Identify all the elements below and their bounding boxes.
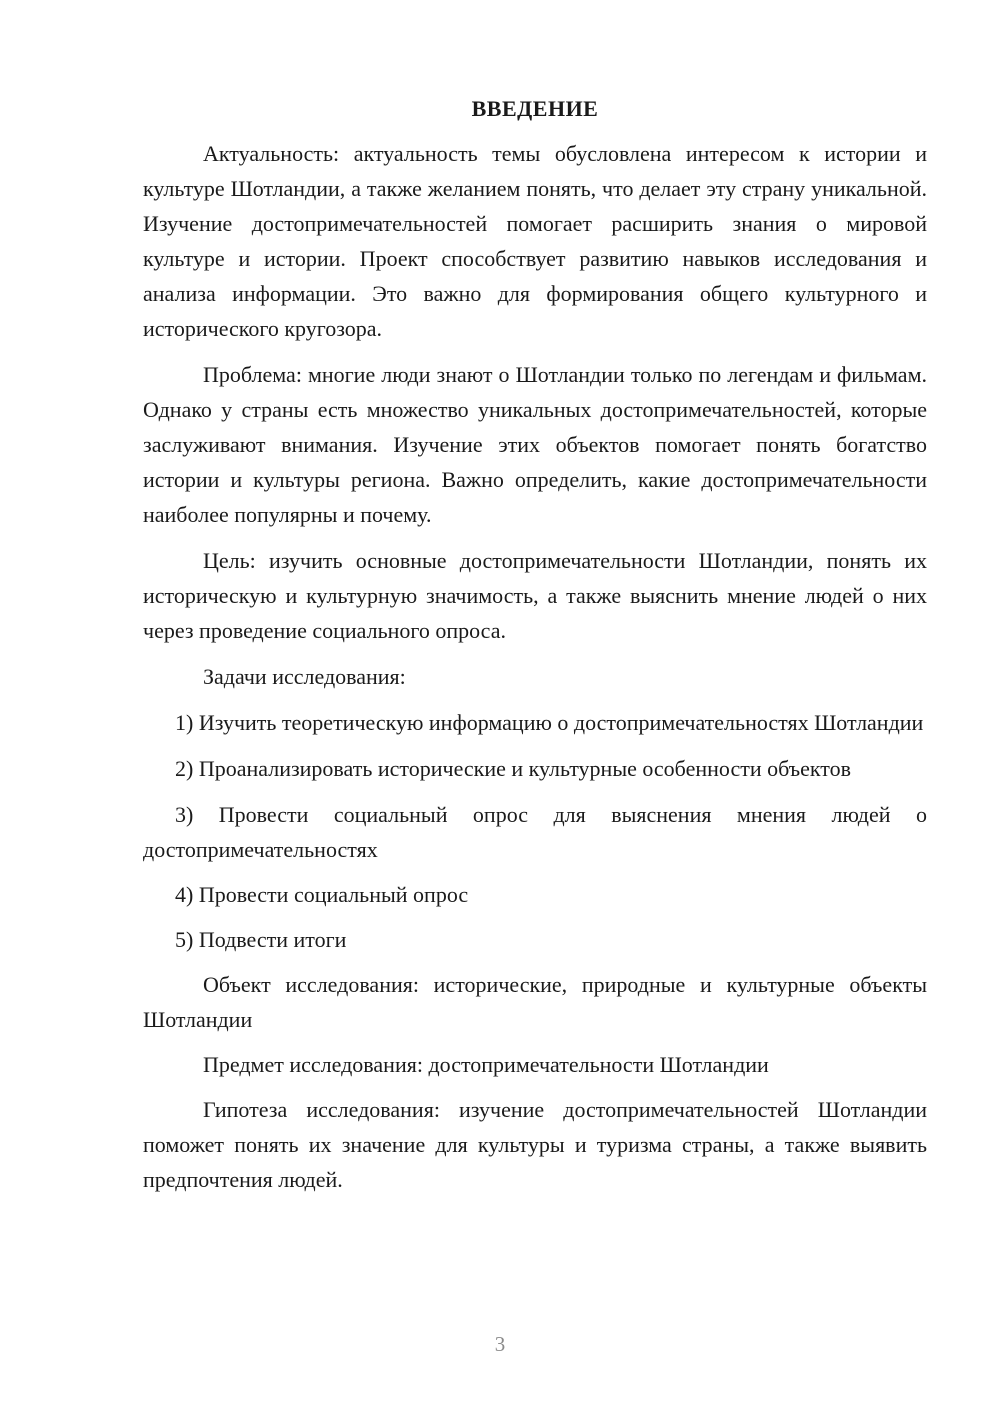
list-item: 3) Провести социальный опрос для выяснения мнения людей о достопримечательностях: [143, 802, 927, 862]
paragraph-problem: Проблема: многие люди знают о Шотландии только по легендам и фильмам. Однако у страны есть множество уникальных достопримечательностей, которые заслуживают внимания. Изучение этих объектов помогает понять богатство истории и культуры региона. Важно определить, какие достопримечательности наиболее популярны и почему.: [143, 362, 927, 527]
page-title: ВВЕДЕНИЕ: [471, 96, 599, 121]
list-item: 2) Проанализировать исторические и культурные особенности объектов: [175, 756, 851, 781]
tasks-title: Задачи исследования:: [203, 664, 406, 689]
list-item: 5) Подвести итоги: [175, 927, 347, 952]
tasks-list: [143, 705, 927, 957]
paragraph-goal: Цель: изучить основные достопримечательности Шотландии, понять их историческую и культурную значимость, а также выяснить мнение людей о них через проведение социального опроса.: [143, 548, 927, 643]
list-item: 1) Изучить теоретическую информацию о достопримечательностях Шотландии: [175, 710, 924, 735]
list-item: 4) Провести социальный опрос: [175, 882, 469, 907]
paragraph-relevance: Актуальность: актуальность темы обусловлена интересом к истории и культуре Шотландии, а также желанием понять, что делает эту страну уникальной. Изучение достопримечательностей помогает расширить знания о мировой культуре и истории. Проект способствует развитию навыков исследования и анализа информации. Это важно для формирования общего культурного и исторического кругозора.: [143, 141, 927, 341]
paragraph-subject: Предмет исследования: достопримечательности Шотландии: [203, 1052, 769, 1077]
page-number: 3: [494, 1332, 506, 1356]
document-page: [143, 92, 927, 1197]
paragraph-object: Объект исследования: исторические, природные и культурные объекты Шотландии: [143, 972, 927, 1032]
paragraph-hypothesis: Гипотеза исследования: изучение достопримечательностей Шотландии поможет понять их значение для культуры и туризма страны, а также выявить предпочтения людей.: [143, 1097, 927, 1192]
